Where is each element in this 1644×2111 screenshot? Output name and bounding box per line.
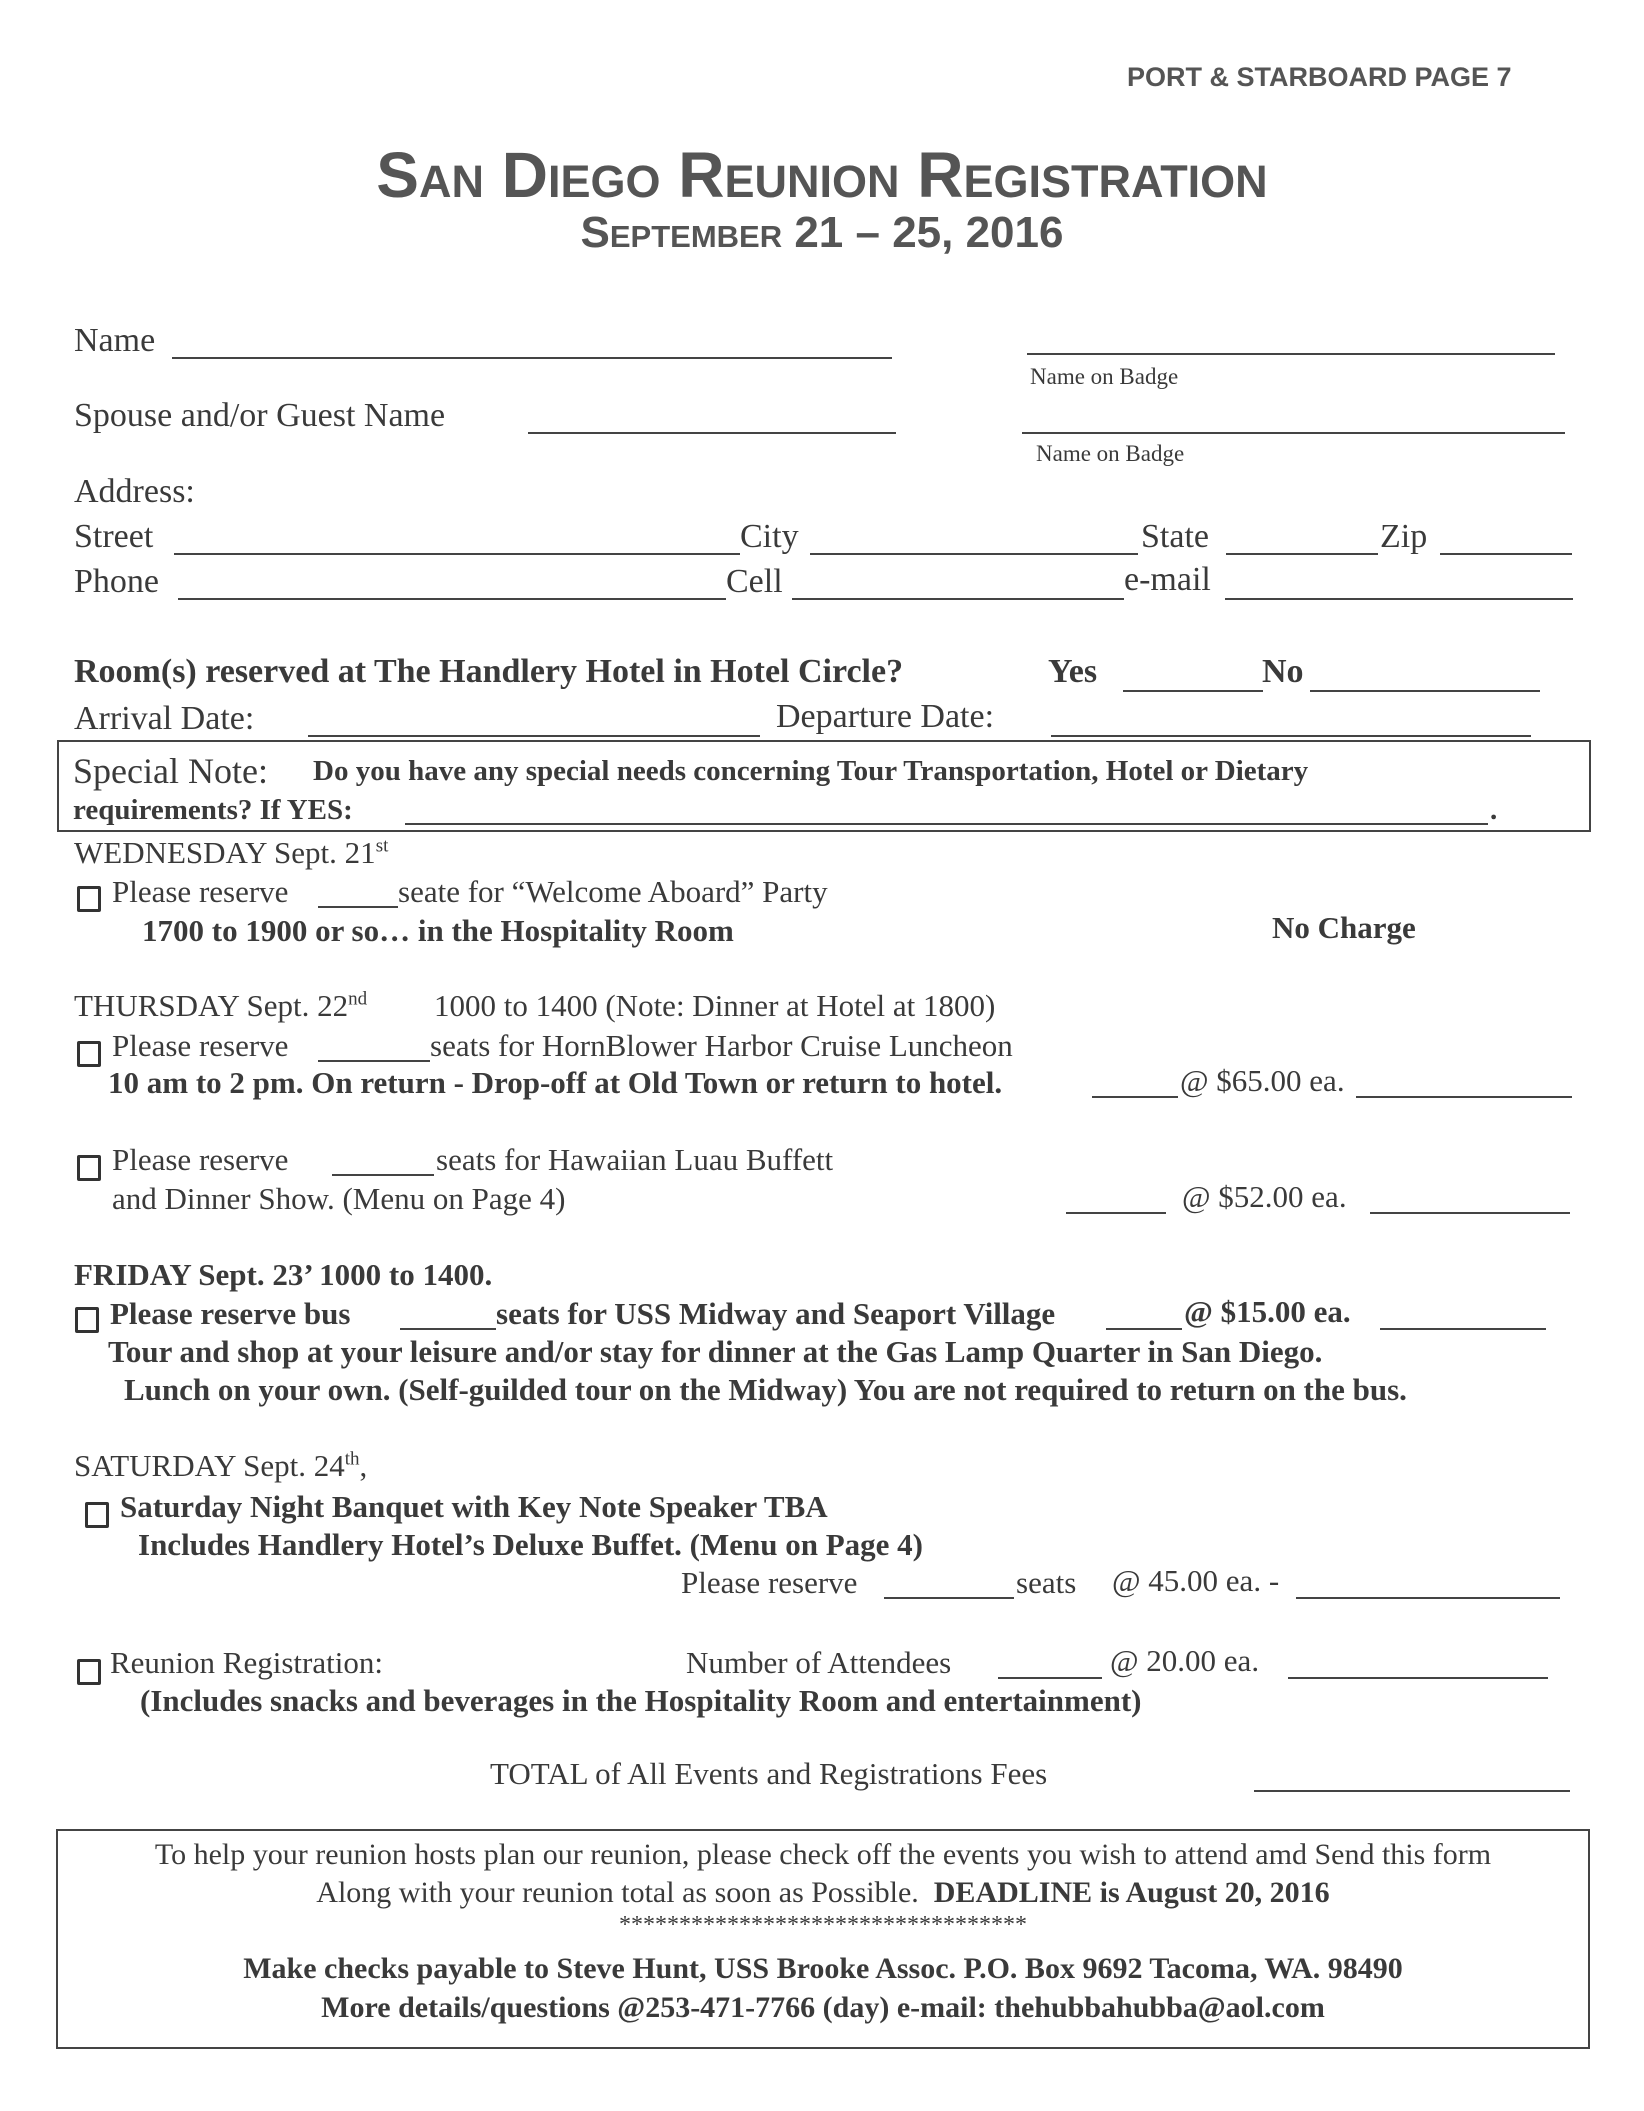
departure-label: Departure Date: — [776, 698, 995, 735]
footer-instructions: To help your reunion hosts plan our reunion, please check off the events you wish to attend amd Send this form — [154, 1838, 1492, 1871]
hotel-yes-field[interactable] — [1123, 690, 1263, 692]
hotel-no-label: No — [1262, 653, 1304, 690]
street-label: Street — [74, 518, 154, 555]
cell-label: Cell — [726, 563, 783, 600]
name-field[interactable] — [172, 357, 892, 359]
midway-reserve-label: Please reserve bus — [110, 1296, 351, 1331]
luau-checkbox[interactable] — [77, 1155, 101, 1181]
banquet-total-field[interactable] — [1296, 1597, 1560, 1599]
wednesday-reserve-label: Please reserve — [112, 874, 289, 909]
special-note-label: Special Note: — [73, 751, 268, 791]
banquet-price: @ 45.00 ea. - — [1112, 1563, 1280, 1598]
badge-name-field[interactable] — [1027, 353, 1555, 355]
street-field[interactable] — [174, 553, 740, 555]
hotel-no-field[interactable] — [1310, 690, 1540, 692]
wednesday-detail: 1700 to 1900 or so… in the Hospitality Room — [142, 913, 734, 948]
attendees-label: Number of Attendees — [686, 1645, 952, 1680]
arrival-field[interactable] — [308, 735, 760, 737]
midway-detail-2: Lunch on your own. (Self-guilded tour on the Midway) You are not required to return on the bus. — [124, 1372, 1407, 1407]
arrival-label: Arrival Date: — [74, 700, 255, 737]
hotel-question: Room(s) reserved at The Handlery Hotel in Hotel Circle? — [74, 653, 904, 690]
midway-price: @ $15.00 ea. — [1184, 1294, 1351, 1329]
wednesday-heading: WEDNESDAY Sept. 21st — [74, 835, 389, 870]
cruise-detail: 10 am to 2 pm. On return - Drop-off at Old Town or return to hotel. — [108, 1065, 1003, 1100]
spouse-badge-field[interactable] — [1022, 432, 1565, 434]
spouse-badge-label: Name on Badge — [1036, 441, 1185, 466]
cruise-qty-field[interactable] — [1092, 1096, 1178, 1098]
midway-detail-1: Tour and shop at your leisure and/or stay for dinner at the Gas Lamp Quarter in San Diego. — [108, 1334, 1323, 1369]
banquet-seats-label: seats — [1016, 1565, 1077, 1600]
special-note-end: . — [1490, 794, 1498, 826]
zip-field[interactable] — [1440, 553, 1572, 555]
registration-detail: (Includes snacks and beverages in the Hospitality Room and entertainment) — [140, 1683, 1142, 1718]
grand-total-field[interactable] — [1254, 1790, 1570, 1792]
midway-total-field[interactable] — [1380, 1328, 1546, 1330]
friday-heading: FRIDAY Sept. 23’ 1000 to 1400. — [74, 1257, 493, 1292]
footer-deadline: Along with your reunion total as soon as Possible. DEADLINE is August 20, 2016 — [316, 1876, 1330, 1909]
banquet-label: Saturday Night Banquet with Key Note Speaker TBA — [120, 1489, 828, 1524]
luau-reserve-label: Please reserve — [112, 1142, 289, 1177]
spouse-name-field[interactable] — [528, 432, 896, 434]
cruise-checkbox[interactable] — [77, 1041, 101, 1067]
wednesday-seats-field[interactable] — [318, 906, 398, 908]
email-label: e-mail — [1124, 561, 1211, 598]
cruise-total-field[interactable] — [1356, 1096, 1572, 1098]
registration-price: @ 20.00 ea. — [1110, 1643, 1260, 1678]
footer-payment: Make checks payable to Steve Hunt, USS Brooke Assoc. P.O. Box 9692 Tacoma, WA. 98490 — [243, 1952, 1403, 1985]
wednesday-party-checkbox[interactable] — [77, 886, 101, 912]
banquet-checkbox[interactable] — [85, 1502, 109, 1528]
cruise-reserve-label: Please reserve — [112, 1028, 289, 1063]
name-label: Name — [74, 322, 156, 359]
hotel-yes-label: Yes — [1048, 653, 1098, 690]
registration-checkbox[interactable] — [77, 1659, 101, 1685]
page-label: PORT & STARBOARD PAGE 7 — [1127, 62, 1512, 92]
midway-checkbox[interactable] — [75, 1307, 99, 1333]
wednesday-price: No Charge — [1272, 910, 1416, 945]
registration-label: Reunion Registration: — [110, 1645, 383, 1680]
thursday-time-note: 1000 to 1400 (Note: Dinner at Hotel at 1800) — [434, 988, 996, 1023]
special-note-text: Do you have any special needs concerning Tour Transportation, Hotel or Dietary — [313, 755, 1309, 787]
banquet-detail: Includes Handlery Hotel’s Deluxe Buffet. (Menu on Page 4) — [138, 1527, 923, 1562]
midway-qty-field[interactable] — [1106, 1328, 1182, 1330]
banquet-reserve-label: Please reserve — [681, 1565, 858, 1600]
address-label: Address: — [74, 473, 195, 510]
departure-field[interactable] — [1051, 735, 1531, 737]
midway-seats-field[interactable] — [400, 1328, 496, 1330]
luau-qty-field[interactable] — [1066, 1212, 1166, 1214]
cruise-seats-field[interactable] — [318, 1060, 430, 1062]
cruise-price: @ $65.00 ea. — [1180, 1063, 1345, 1098]
thursday-heading: THURSDAY Sept. 22nd — [74, 988, 368, 1023]
page-title: San Diego Reunion Registration — [376, 139, 1268, 211]
attendees-field[interactable] — [998, 1677, 1102, 1679]
special-needs-field[interactable] — [405, 823, 1488, 825]
wednesday-party-label: seate for “Welcome Aboard” Party — [398, 874, 828, 909]
midway-label: seats for USS Midway and Seaport Village — [496, 1296, 1056, 1331]
banquet-seats-field[interactable] — [884, 1597, 1014, 1599]
footer-contact: More details/questions @253-471-7766 (day) e-mail: thehubbahubba@aol.com — [321, 1991, 1325, 2024]
total-label: TOTAL of All Events and Registrations Fees — [490, 1756, 1048, 1791]
special-note-text-2: requirements? If YES: — [73, 794, 353, 826]
phone-field[interactable] — [178, 598, 726, 600]
city-label: City — [740, 518, 799, 555]
luau-seats-field[interactable] — [332, 1174, 434, 1176]
luau-total-field[interactable] — [1370, 1212, 1570, 1214]
badge-label: Name on Badge — [1030, 364, 1179, 389]
cell-field[interactable] — [792, 598, 1124, 600]
email-field[interactable] — [1225, 598, 1573, 600]
cruise-label: seats for HornBlower Harbor Cruise Luncheon — [430, 1028, 1013, 1063]
phone-label: Phone — [74, 563, 159, 600]
page-subtitle: September 21 – 25, 2016 — [580, 208, 1064, 257]
luau-price: @ $52.00 ea. — [1182, 1179, 1347, 1214]
luau-detail: and Dinner Show. (Menu on Page 4) — [112, 1181, 566, 1216]
footer-stars: ********************************** — [619, 1912, 1027, 1938]
state-field[interactable] — [1226, 553, 1378, 555]
zip-label: Zip — [1380, 518, 1428, 555]
registration-total-field[interactable] — [1288, 1677, 1548, 1679]
city-field[interactable] — [810, 553, 1138, 555]
saturday-heading: SATURDAY Sept. 24th, — [74, 1448, 368, 1483]
state-label: State — [1141, 518, 1209, 555]
spouse-label: Spouse and/or Guest Name — [74, 397, 446, 434]
luau-label: seats for Hawaiian Luau Buffett — [436, 1142, 834, 1177]
